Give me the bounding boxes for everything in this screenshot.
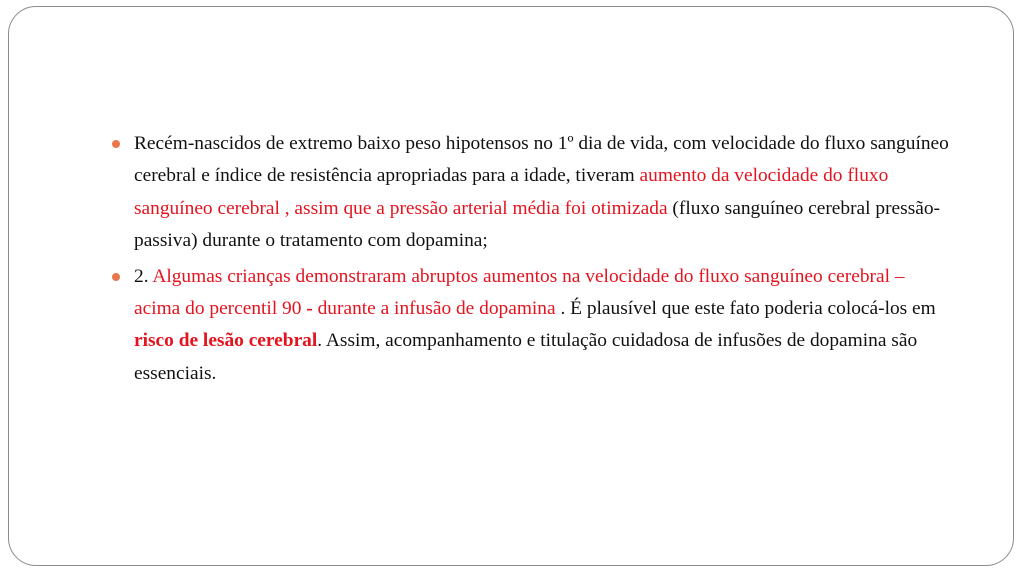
text-run: Recém-nascidos de extremo baixo peso hipotensos no 1º dia de vida, com velocidade do fluxo sanguíneo cerebral e índice de resistência apropriadas para a idade, tiveram [134, 133, 949, 187]
bullet-item-1 [112, 128, 952, 258]
text-run: . Assim, acompanhamento e titulação cuidadosa de infusões de dopamina são essenciais. [134, 330, 918, 384]
bullet-item-2 [112, 261, 952, 391]
slide-content [112, 128, 952, 393]
highlight-text: Algumas crianças demonstraram abruptos aumentos na velocidade do fluxo sanguíneo cerebral – acima do percentil 90 [134, 265, 905, 320]
highlight-text: durante a infusão de dopamina [317, 298, 556, 320]
text-run: . É plausível que este fato poderia colocá-los em [555, 298, 936, 320]
text-run: 2. [134, 265, 153, 287]
text-run: (fluxo sanguíneo cerebral pressão-passiva) durante o tratamento com dopamina; [134, 197, 941, 252]
bullet-dot-icon [112, 273, 120, 281]
highlight-text: aumento da velocidade do fluxo sanguíneo cerebral , assim que a pressão arterial média foi otimizada [134, 165, 889, 219]
highlight-text: - [306, 298, 318, 320]
highlight-text-bold: risco de lesão cerebral [134, 330, 318, 352]
bullet-dot-icon [112, 140, 120, 148]
